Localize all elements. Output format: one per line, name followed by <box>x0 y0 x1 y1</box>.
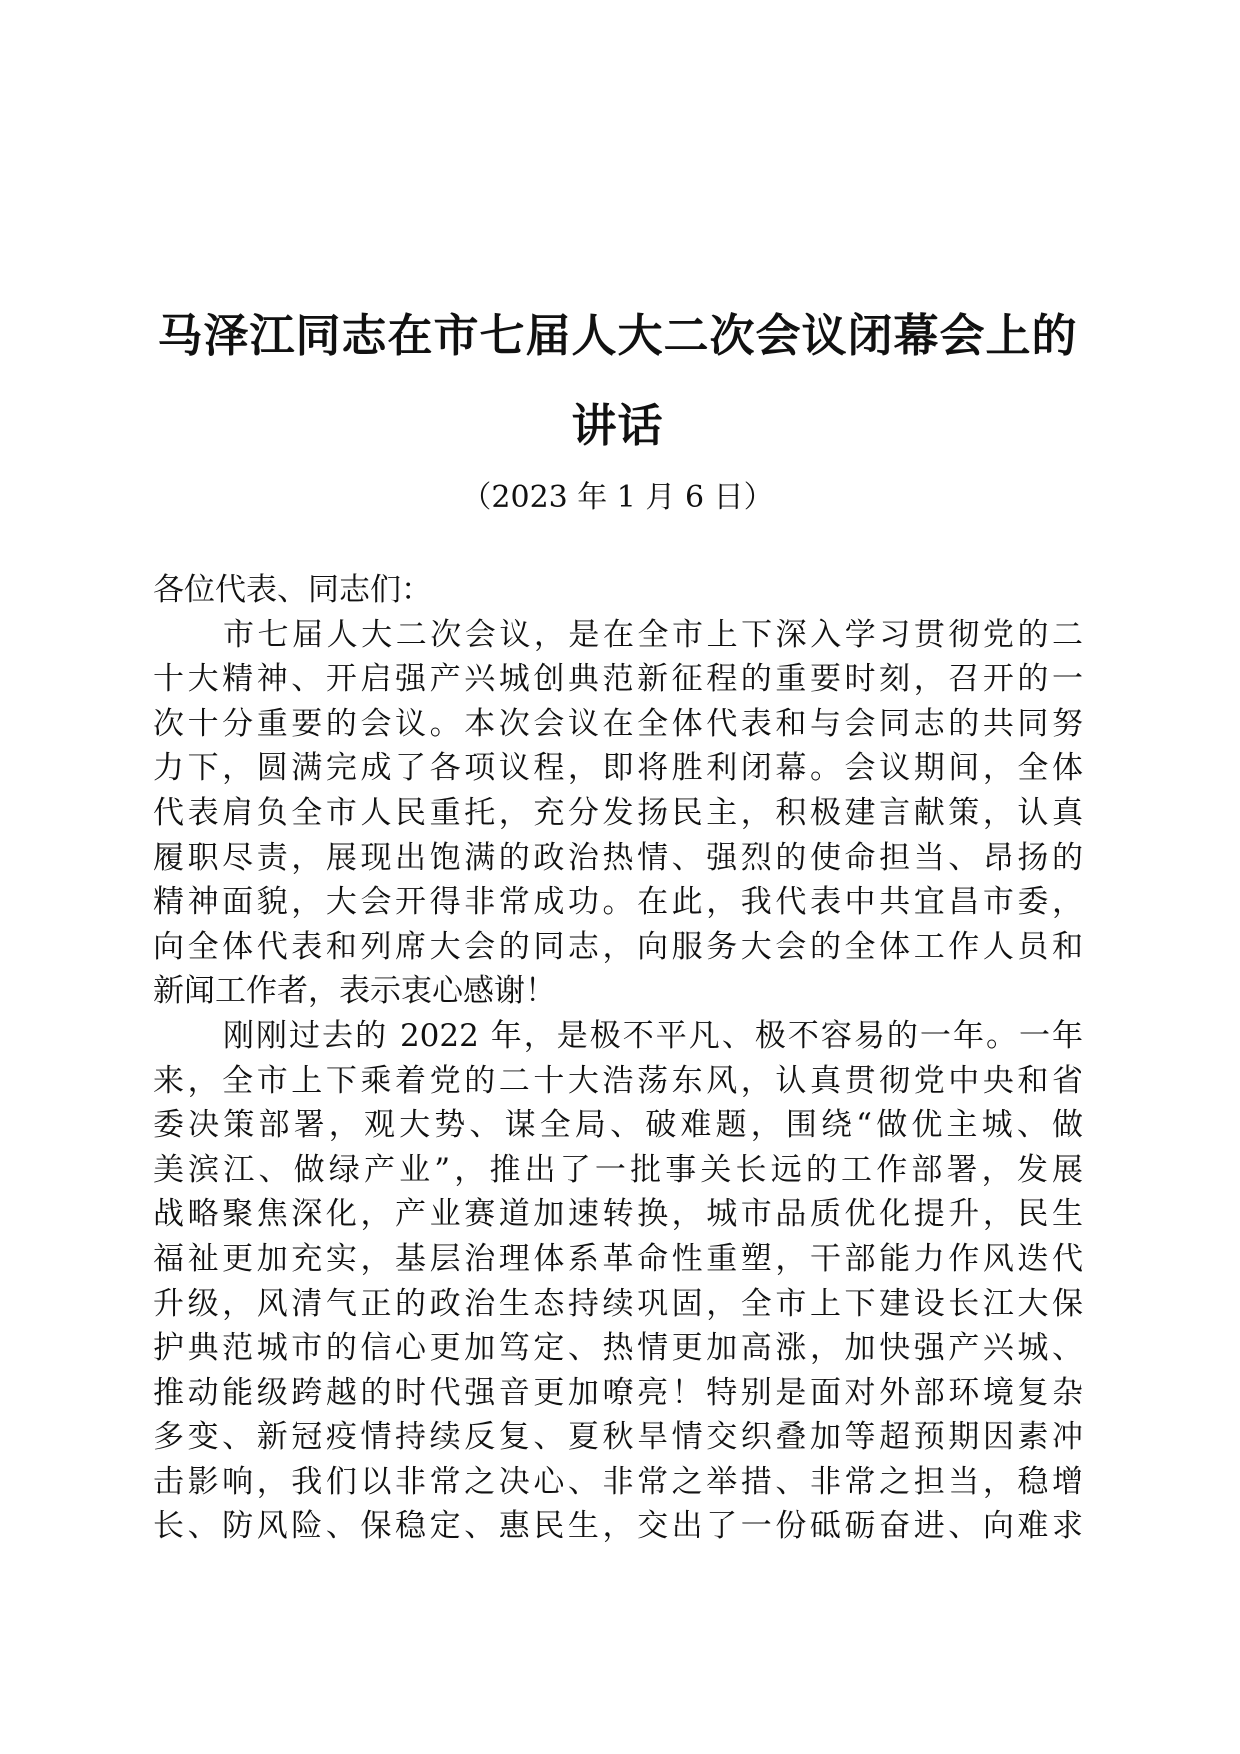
paragraph-line: 多变、新冠疫情持续反复、夏秋旱情交织叠加等超预期因素冲 <box>153 1419 1083 1456</box>
paragraph-line: 精神面貌，大会开得非常成功。在此，我代表中共宜昌市委， <box>153 884 1083 921</box>
paragraph-line: 推动能级跨越的时代强音更加嘹亮！特别是面对外部环境复杂 <box>153 1374 1083 1411</box>
salutation: 各位代表、同志们： <box>153 572 432 608</box>
document-title-line-2: 讲话 <box>571 399 664 452</box>
paragraph-line: 新闻工作者，表示衷心感谢！ <box>153 973 556 1010</box>
paragraph-line: 升级，风清气正的政治生态持续巩固，全市上下建设长江大保 <box>153 1285 1083 1322</box>
paragraph-line: 刚刚过去的 2022 年，是极不平凡、极不容易的一年。一年 <box>223 1017 1083 1054</box>
paragraph-line: 代表肩负全市人民重托，充分发扬民主，积极建言献策，认真 <box>153 794 1083 831</box>
paragraph-line: 击影响，我们以非常之决心、非常之举措、非常之担当，稳增 <box>153 1463 1083 1500</box>
paragraph-line: 战略聚焦深化，产业赛道加速转换，城市品质优化提升，民生 <box>153 1196 1083 1233</box>
paragraph-1 <box>153 613 1083 1014</box>
paragraph-line: 次十分重要的会议。本次会议在全体代表和与会同志的共同努 <box>153 705 1083 742</box>
paragraph-line: 市七届人大二次会议，是在全市上下深入学习贯彻党的二 <box>223 616 1083 653</box>
paragraph-line: 向全体代表和列席大会的同志，向服务大会的全体工作人员和 <box>153 928 1083 965</box>
paragraph-2 <box>153 1014 1083 1549</box>
paragraph-line: 美滨江、做绿产业”，推出了一批事关长远的工作部署，发展 <box>153 1151 1083 1188</box>
paragraph-line: 履职尽责，展现出饱满的政治热情、强烈的使命担当、昂扬的 <box>153 839 1083 876</box>
paragraph-line: 委决策部署，观大势、谋全局、破难题，围绕“做优主城、做 <box>153 1107 1083 1144</box>
paragraph-line: 长、防风险、保稳定、惠民生，交出了一份砥砺奋进、向难求 <box>153 1508 1083 1545</box>
paragraph-line: 十大精神、开启强产兴城创典范新征程的重要时刻，召开的一 <box>153 661 1083 698</box>
document-title-line-1: 马泽江同志在市七届人大二次会议闭幕会上的 <box>157 309 1078 362</box>
document-body <box>153 568 1083 1549</box>
paragraph-line: 护典范城市的信心更加笃定、热情更加高涨，加快强产兴城、 <box>153 1330 1083 1367</box>
paragraph-line: 来，全市上下乘着党的二十大浩荡东风，认真贯彻党中央和省 <box>153 1062 1083 1099</box>
document-date: （2023 年 1 月 6 日） <box>461 480 774 515</box>
paragraph-line: 福祉更加充实，基层治理体系革命性重塑，干部能力作风迭代 <box>153 1240 1083 1277</box>
paragraph-line: 力下，圆满完成了各项议程，即将胜利闭幕。会议期间，全体 <box>153 750 1083 787</box>
